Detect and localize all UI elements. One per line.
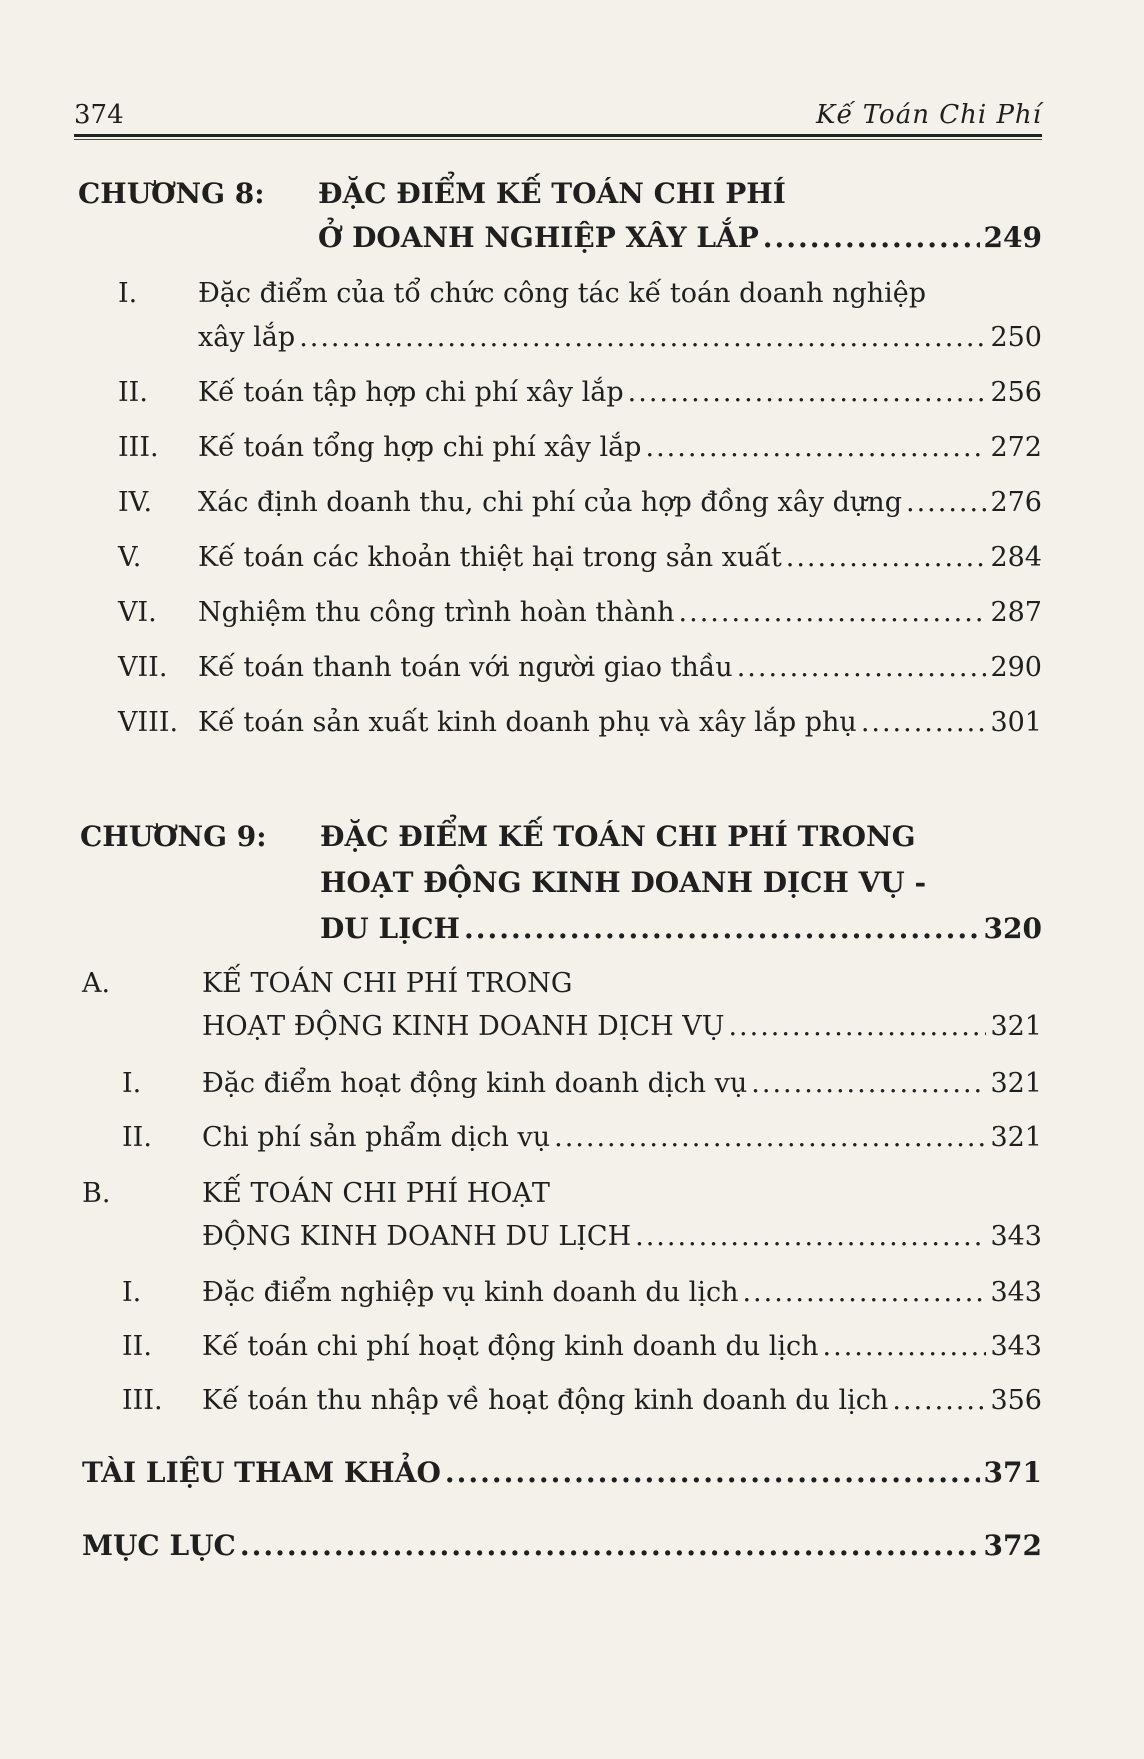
chapter8-heading-line2 — [0, 216, 1144, 260]
leader-dots — [742, 1271, 986, 1315]
chapter9-title-line2: HOẠT ĐỘNG KINH DOANH DỊCH VỤ - — [320, 866, 927, 899]
toc-item — [0, 272, 1144, 316]
item-page: 272 — [990, 432, 1042, 463]
leader-dots — [823, 1325, 987, 1369]
item-number: I. — [122, 1068, 142, 1099]
leader-dots — [763, 216, 980, 260]
toc-item-continued — [0, 316, 1144, 360]
item-number: III. — [122, 1385, 163, 1416]
item-number: II. — [118, 377, 148, 408]
section-b-page: 343 — [990, 1221, 1042, 1252]
item-number: II. — [122, 1122, 152, 1153]
item-page: 256 — [990, 377, 1042, 408]
chapter9-heading — [0, 815, 1144, 859]
leader-dots — [554, 1116, 986, 1160]
item-text: Kế toán các khoản thiệt hại trong sản xuất — [198, 542, 782, 573]
leader-dots — [751, 1062, 986, 1106]
chapter9-title-line1: ĐẶC ĐIỂM KẾ TOÁN CHI PHÍ TRONG — [320, 820, 916, 853]
header-rule — [74, 134, 1042, 137]
section-b-title-line2: ĐỘNG KINH DOANH DU LỊCH — [202, 1221, 632, 1252]
chapter8-label: CHƯƠNG 8: — [78, 177, 265, 210]
leader-dots — [737, 646, 987, 690]
item-text: Kế toán thanh toán với người giao thầu — [198, 652, 733, 683]
item-page: 301 — [990, 707, 1042, 738]
toc-item — [0, 1325, 1144, 1369]
toc-item — [0, 591, 1144, 635]
contents-text: MỤC LỤC — [82, 1529, 236, 1562]
item-number: I. — [122, 1277, 142, 1308]
references-text: TÀI LIỆU THAM KHẢO — [82, 1456, 441, 1489]
chapter9-heading-line2 — [0, 861, 1144, 905]
item-number: VI. — [118, 597, 157, 628]
section-a-page: 321 — [990, 1011, 1042, 1042]
item-number: II. — [122, 1331, 152, 1362]
item-number: I. — [118, 278, 138, 309]
item-page: 343 — [990, 1331, 1042, 1362]
leader-dots — [299, 316, 986, 360]
leader-dots — [906, 481, 986, 525]
section-a-number: A. — [82, 968, 111, 999]
item-page: 321 — [990, 1122, 1042, 1153]
item-text: Chi phí sản phẩm dịch vụ — [202, 1122, 551, 1153]
chapter9-title-line3: DU LỊCH — [320, 912, 460, 945]
item-number: VII. — [118, 652, 168, 683]
item-text: Xác định doanh thu, chi phí của hợp đồng xây dựng — [198, 487, 902, 518]
item-number: VIII. — [118, 707, 179, 738]
contents-page: 372 — [983, 1529, 1042, 1562]
item-number: III. — [118, 432, 159, 463]
item-page: 343 — [990, 1277, 1042, 1308]
leader-dots — [464, 907, 980, 951]
section-a-heading-line2 — [0, 1005, 1144, 1049]
toc-item — [0, 536, 1144, 580]
item-text: Nghiệm thu công trình hoàn thành — [198, 597, 675, 628]
leader-dots — [240, 1524, 980, 1568]
toc-item — [0, 371, 1144, 415]
page-number: 374 — [74, 100, 124, 130]
item-text: xây lắp — [198, 322, 296, 353]
leader-dots — [728, 1005, 986, 1049]
page-header — [74, 90, 1042, 130]
header-rule-thin — [74, 139, 1042, 140]
item-text: Đặc điểm nghiệp vụ kinh doanh du lịch — [202, 1277, 739, 1308]
toc-item — [0, 1062, 1144, 1106]
item-page: 287 — [990, 597, 1042, 628]
item-text: Kế toán tập hợp chi phí xây lắp — [198, 377, 624, 408]
leader-dots — [628, 371, 987, 415]
chapter9-label: CHƯƠNG 9: — [80, 820, 267, 853]
item-page: 284 — [990, 542, 1042, 573]
section-a-title-line2: HOẠT ĐỘNG KINH DOANH DỊCH VỤ — [202, 1011, 725, 1042]
section-b-title-line1: KẾ TOÁN CHI PHÍ HOẠT — [202, 1178, 550, 1209]
toc-item — [0, 1271, 1144, 1315]
toc-item — [0, 701, 1144, 745]
item-text: Đặc điểm hoạt động kinh doanh dịch vụ — [202, 1068, 748, 1099]
item-text: Đặc điểm của tổ chức công tác kế toán doanh nghiệp — [198, 278, 927, 309]
item-number: IV. — [118, 487, 153, 518]
section-b-heading — [0, 1172, 1144, 1216]
chapter9-page: 320 — [983, 912, 1042, 945]
item-page: 290 — [990, 652, 1042, 683]
toc-item — [0, 481, 1144, 525]
section-b-number: B. — [82, 1178, 111, 1209]
leader-dots — [892, 1379, 986, 1423]
references-page: 371 — [983, 1456, 1042, 1489]
item-text: Kế toán thu nhập về hoạt động kinh doanh du lịch — [202, 1385, 889, 1416]
section-b-heading-line2 — [0, 1215, 1144, 1259]
leader-dots — [635, 1215, 986, 1259]
chapter8-title-line2: Ở DOANH NGHIỆP XÂY LẮP — [318, 221, 759, 254]
running-title: Kế Toán Chi Phí — [816, 100, 1042, 130]
leader-dots — [861, 701, 987, 745]
contents-entry — [0, 1524, 1144, 1568]
leader-dots — [645, 426, 986, 470]
leader-dots — [445, 1451, 980, 1495]
toc-item — [0, 426, 1144, 470]
item-text: Kế toán sản xuất kinh doanh phụ và xây lắp phụ — [198, 707, 857, 738]
toc-item — [0, 1379, 1144, 1423]
toc-item — [0, 646, 1144, 690]
references-entry — [0, 1451, 1144, 1495]
section-a-title-line1: KẾ TOÁN CHI PHÍ TRONG — [202, 968, 573, 999]
section-a-heading — [0, 962, 1144, 1006]
item-text: Kế toán tổng hợp chi phí xây lắp — [198, 432, 642, 463]
item-number: V. — [118, 542, 142, 573]
item-page: 356 — [990, 1385, 1042, 1416]
item-page: 321 — [990, 1068, 1042, 1099]
toc-item — [0, 1116, 1144, 1160]
chapter8-heading — [0, 172, 1144, 216]
chapter8-page: 249 — [983, 221, 1042, 254]
item-page: 276 — [990, 487, 1042, 518]
leader-dots — [679, 591, 987, 635]
item-page: 250 — [990, 322, 1042, 353]
chapter8-title-line1: ĐẶC ĐIỂM KẾ TOÁN CHI PHÍ — [318, 177, 786, 210]
leader-dots — [786, 536, 987, 580]
item-text: Kế toán chi phí hoạt động kinh doanh du lịch — [202, 1331, 819, 1362]
chapter9-heading-line3 — [0, 907, 1144, 951]
